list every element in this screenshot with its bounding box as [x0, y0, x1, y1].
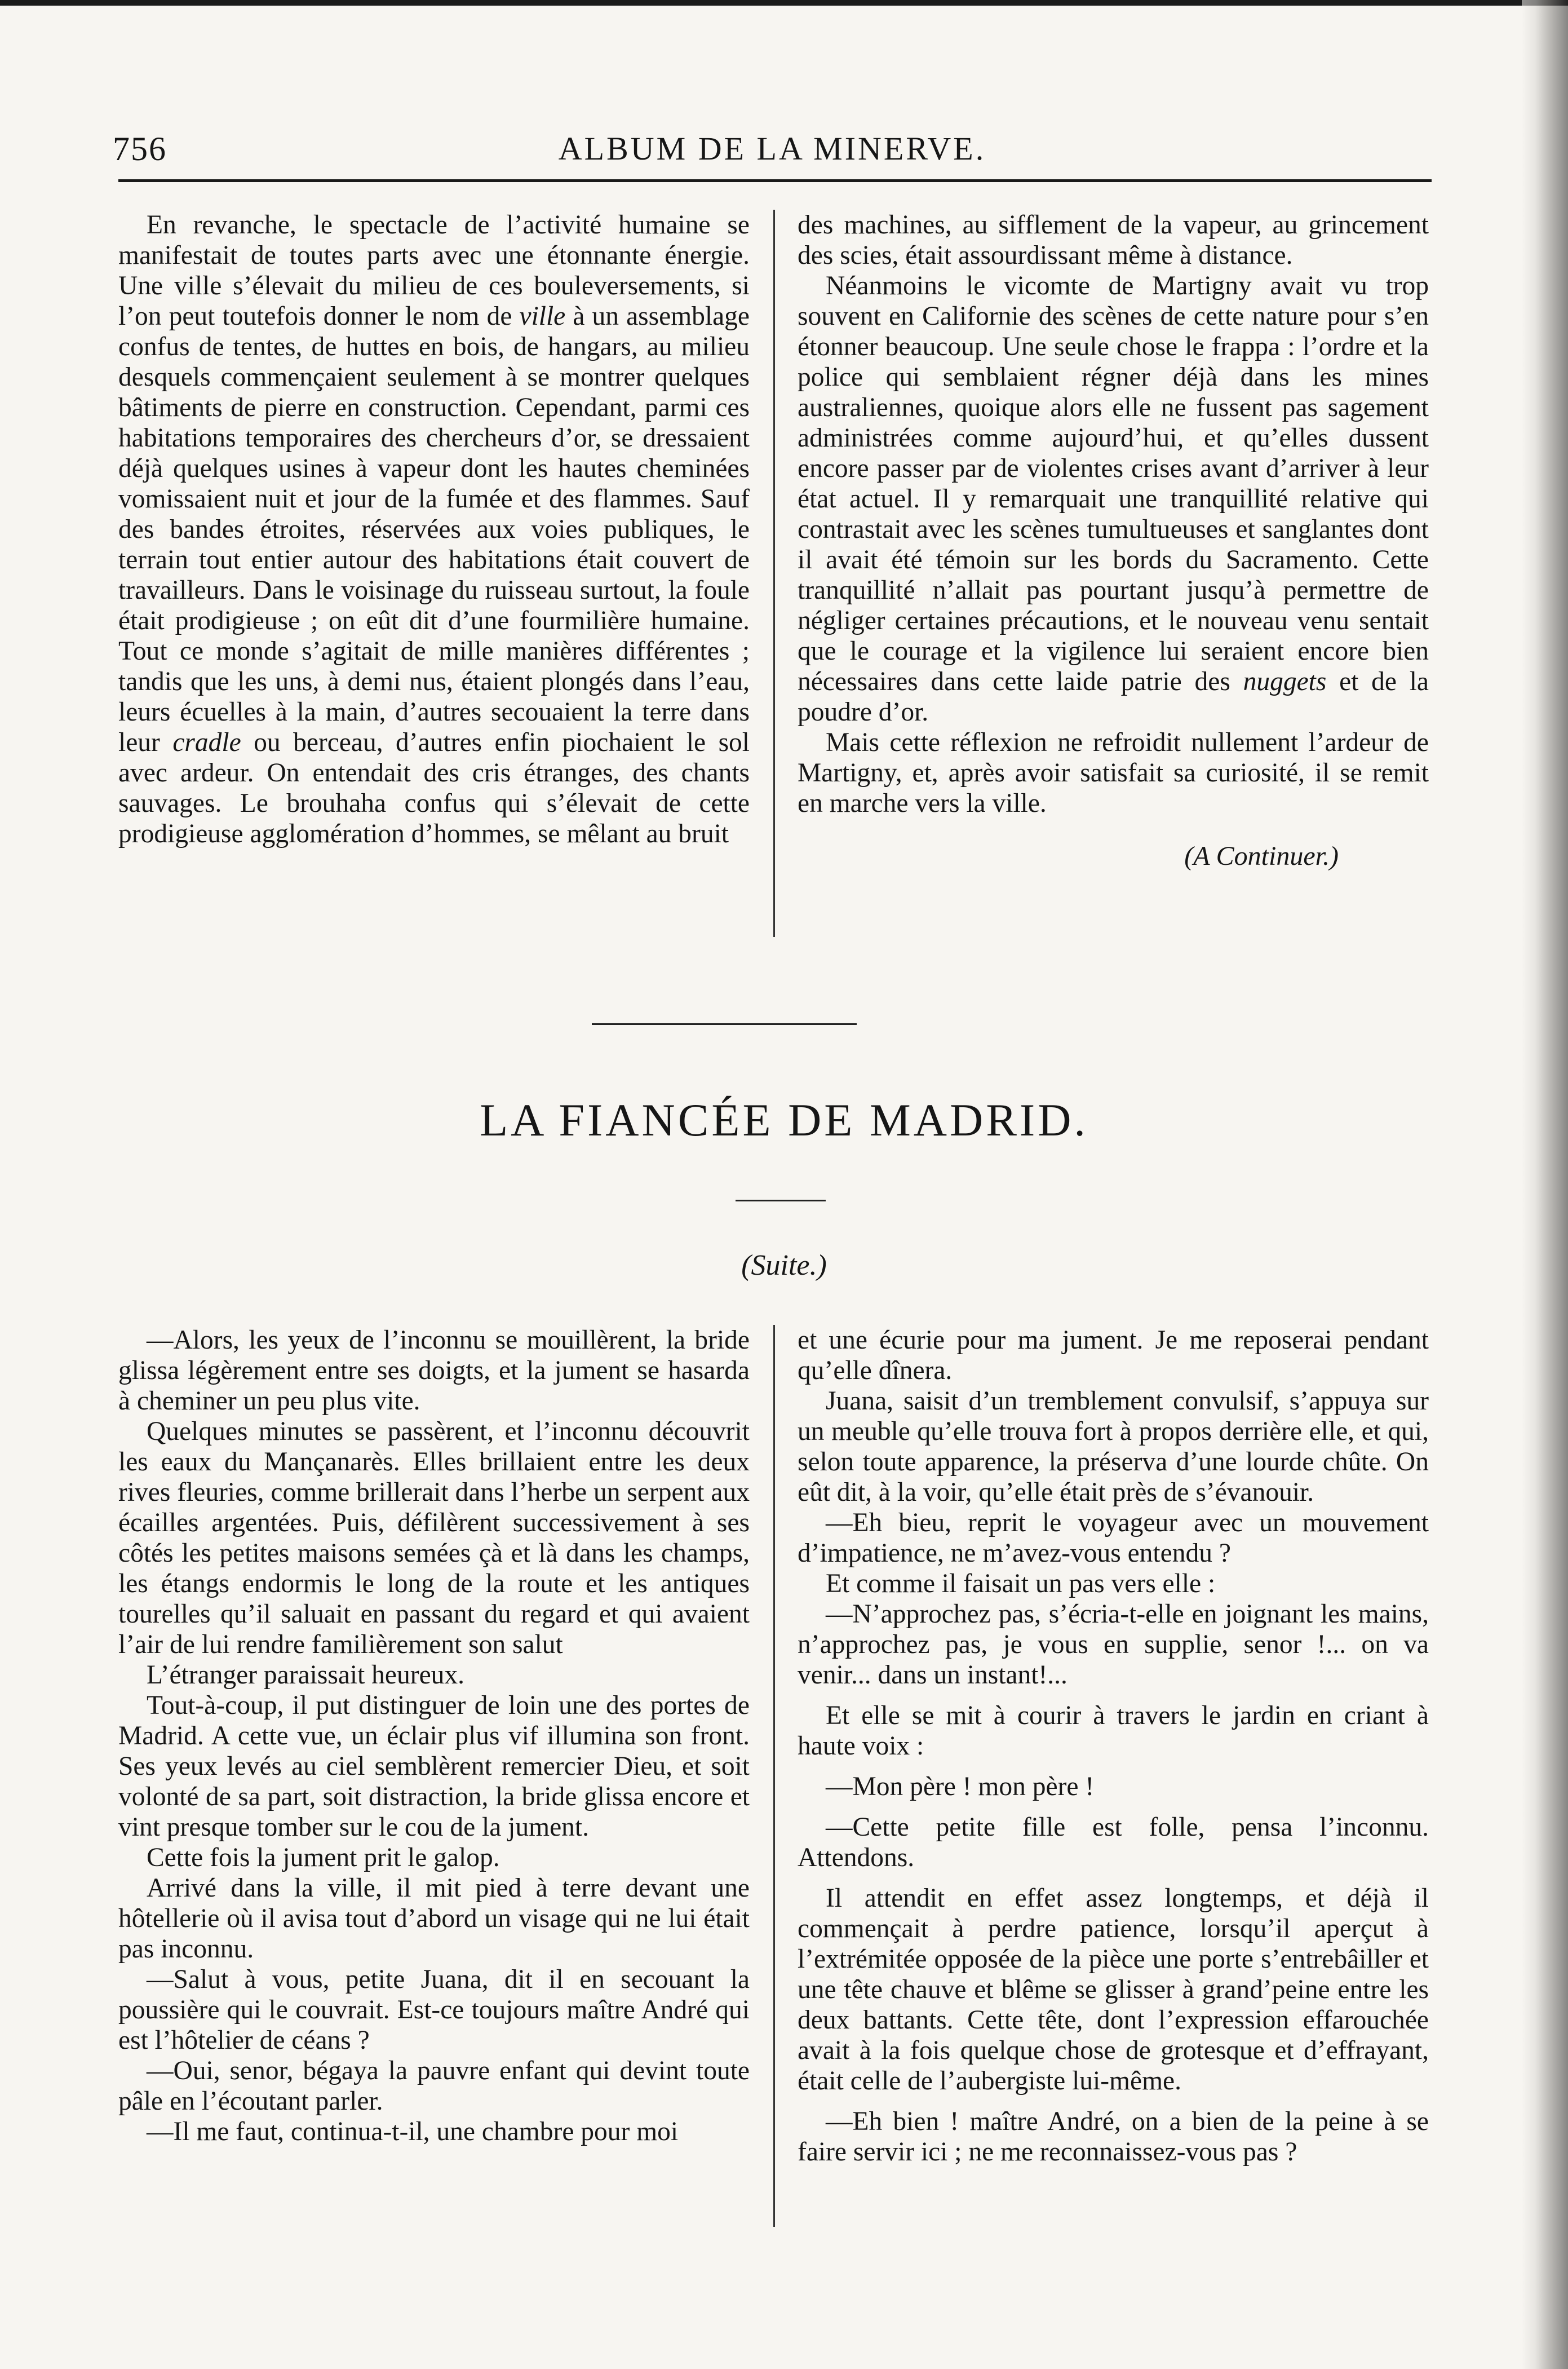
text-run: à un assemblage confus de tentes, de huttes en bois, de hangars, au milieu desquels commençaient seulement à se montrer quelques bâtiments de pierre en construction. Cependant, parmi ces habitations temporaires des chercheurs d’or, se dressaient déjà quelques usines à vapeur dont les hautes cheminées vomissaient nuit et jour de la fumée et des flammes. Sauf des bandes étroites, réservées aux voies publiques, le terrain tout entier autour des habitations était couvert de travailleurs. Dans le voisinage du ruisseau surtout, la foule était prodigieuse ; on eût dit d’une fourmilière humaine. Tout ce monde s’agitait de mille manières différentes ; tandis que les uns, à demi nus, étaient plongés dans l’eau, leurs écuelles à la main, d’autres secouaient la terre dans leur: [118, 302, 750, 757]
paragraph: —Eh bieu, reprit le voyageur avec un mouvement d’impatience, ne m’avez-vous entendu ?: [798, 1508, 1429, 1568]
top-border: [0, 0, 1568, 6]
paragraph: —N’approchez pas, s’écria-t-elle en joignant les mains, n’approchez pas, je vous en supplie, senor !... on va venir... dans un instant!...: [798, 1599, 1429, 1690]
paragraph: Tout-à-coup, il put distinguer de loin une des portes de Madrid. A cette vue, un éclair plus vif illumina son front. Ses yeux levés au ciel semblèrent remercier Dieu, et soit volonté de sa part, soit distraction, la bride glissa encore et vint presque tomber sur le cou de la jument.: [118, 1691, 750, 1842]
paragraph: —Il me faut, continua-t-il, une chambre pour moi: [147, 2117, 679, 2146]
paragraph: Quelques minutes se passèrent, et l’inconnu découvrit les eaux du Mançanarès. Elles brillaient entre les deux rives fleuries, comme brillerait dans l’herbe un serpent aux écailles argentées. Puis, défilèrent successivement à ses côtés les petites maisons semées çà et là dans les champs, les étangs endormis le long de la route et les antiques tourelles qu’il saluait en passant du regard et qui avaient l’air de lui rendre familièrement son salut: [118, 1417, 750, 1659]
paragraph: Arrivé dans la ville, il mit pied à terre devant une hôtellerie où il avisa tout d’abord un visage qui ne lui était pas inconnu.: [118, 1873, 750, 1964]
italic-text: nuggets: [1243, 667, 1327, 696]
paragraph: [118, 210, 750, 849]
paragraph: [798, 271, 1429, 727]
header-rule: [118, 179, 1432, 182]
page-header: [113, 130, 1432, 175]
paragraph: Juana, saisit d’un tremblement convulsif, s’appuya sur un meuble qu’elle trouva fort à propos derrière elle, et qui, selon toute apparence, la préserva d’une lourde chûte. On eût dit, à la voir, qu’elle était près de s’évanouir.: [798, 1386, 1429, 1507]
paragraph: et une écurie pour ma jument. Je me reposerai pendant qu’elle dînera.: [798, 1325, 1429, 1385]
article-subtitle: (Suite.): [741, 1249, 827, 1281]
article1-column-right: [798, 210, 1429, 872]
paragraph: Il attendit en effet assez longtemps, et déjà il commençait à perdre patience, lorsqu’il aperçut à l’extrémitée opposée de la pièce une porte s’entrebâiller et une tête chauve et blême se glisser à grand’peine entre les deux battants. Cette tête, dont l’expression effarouchée avait à la fois quelque chose de grotesque et d’effrayant, était celle de l’aubergiste lui-même.: [798, 1884, 1429, 2096]
paragraph: Cette fois la jument prit le galop.: [147, 1843, 500, 1872]
column-divider: [773, 210, 775, 937]
running-title: ALBUM DE LA MINERVE.: [558, 130, 986, 167]
text-run: ou berceau, d’autres enfin piochaient le sol avec ardeur. On entendait des cris étranges, des chants sauvages. Le brouhaha confus qui s’élevait de cette prodigieuse agglomération d’hommes, se mêlant au bruit: [118, 728, 750, 848]
paragraph: —Mon père ! mon père !: [826, 1772, 1095, 1801]
text-run: et de la poudre d’or.: [798, 667, 1429, 727]
text-run: Néanmoins le vicomte de Martigny avait vu trop souvent en Californie des scènes de cette nature pour s’en étonner beaucoup. Une seule chose le frappa : l’ordre et la police qui semblaient régner déjà dans les mines australiennes, quoique alors elle ne fussent pas sagement administrées comme aujourd’hui, et qu’elles dussent encore passer par de violentes crises avant d’arriver à leur état actuel. Il y remarquait une tranquillité relative qui contrastait avec les scènes tumultueuses et sanglantes dont il avait été témoin sur les bords du Sacramento. Cette tranquillité n’allait pas pourtant jusqu’à permettre de négliger certaines précautions, et le nouveau venu sentait que le courage et la vigilence lui seraient encore bien nécessaires dans cette laide patrie des: [798, 271, 1429, 696]
paragraph: Et comme il faisait un pas vers elle :: [826, 1569, 1216, 1598]
italic-text: cradle: [172, 728, 241, 757]
paragraph: —Alors, les yeux de l’inconnu se mouillèrent, la bride glissa légèrement entre ses doigts, et la jument se hasarda à cheminer un peu plus vite.: [118, 1325, 750, 1416]
page-edge-shadow: [1522, 0, 1568, 2369]
title-rule: [736, 1200, 826, 1201]
paragraph: Mais cette réflexion ne refroidit nullement l’ardeur de Martigny, et, après avoir satisfait sa curiosité, il se remit en marche vers la ville.: [798, 728, 1429, 818]
continuation-note: (A Continuer.): [1184, 841, 1339, 871]
paragraph: L’étranger paraissait heureux.: [147, 1660, 465, 1690]
text-run: En revanche, le spectacle de l’activité humaine se manifestait de toutes parts avec une étonnante énergie. Une ville s’élevait du milieu de ces bouleversements, si l’on peut toutefois donner le nom de: [118, 210, 750, 331]
paragraph: —Salut à vous, petite Juana, dit il en secouant la poussière qui le couvrait. Est-ce toujours maître André qui est l’hôtelier de céans ?: [118, 1965, 750, 2055]
paragraph: Et elle se mit à courir à travers le jardin en criant à haute voix :: [798, 1701, 1429, 1761]
article1-column-left: [118, 210, 750, 849]
article2-column-left: [118, 1325, 750, 2147]
article2-column-right: [798, 1325, 1429, 2167]
page-number: 756: [113, 130, 167, 167]
paragraph: —Oui, senor, bégaya la pauvre enfant qui devint toute pâle en l’écoutant parler.: [118, 2056, 750, 2116]
paragraph: —Cette petite fille est folle, pensa l’inconnu. Attendons.: [798, 1813, 1429, 1872]
paragraph: —Eh bien ! maître André, on a bien de la peine à se faire servir ici ; ne me reconnaissez-vous pas ?: [798, 2107, 1429, 2167]
paragraph: des machines, au sifflement de la vapeur, au grincement des scies, était assourdissant même à distance.: [798, 210, 1429, 270]
article-title: LA FIANCÉE DE MADRID.: [480, 1094, 1088, 1146]
italic-text: ville: [519, 302, 566, 331]
column-divider: [773, 1325, 775, 2227]
section-separator: [592, 1023, 857, 1025]
